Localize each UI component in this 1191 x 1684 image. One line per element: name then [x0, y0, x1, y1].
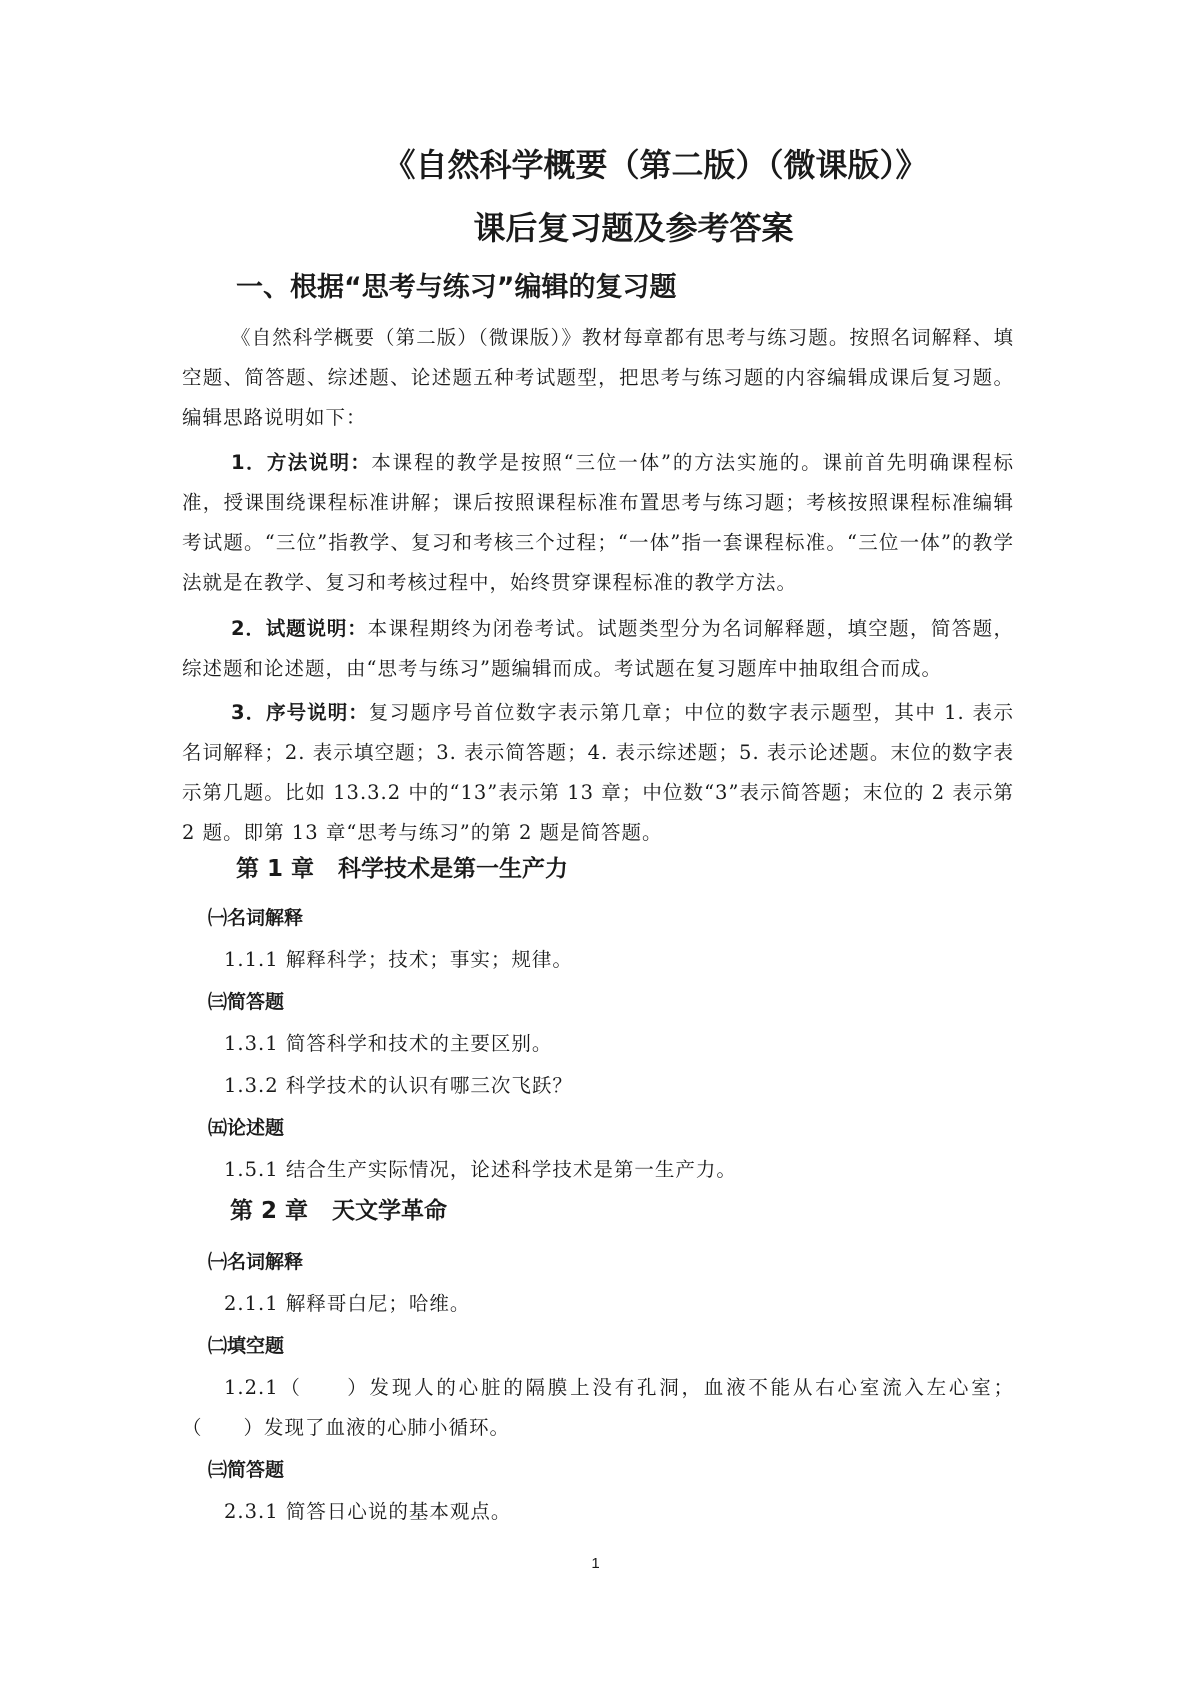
subsection-heading: ㈠名词解释	[208, 907, 304, 929]
intro-paragraph: 《自然科学概要（第二版）（微课版）》教材每章都有思考与练习题。按照名词解释、填空题、简答题、综述题、论述题五种考试题型，把思考与练习题的内容编辑成课后复习题。编辑思路说明如下：	[182, 326, 1014, 429]
section-heading: 一、根据“思考与练习”编辑的复习题	[236, 272, 677, 303]
question-item: 1.1.1 解释科学；技术；事实；规律。	[224, 948, 573, 971]
note-text: 复习题序号首位数字表示第几章；中位的数字表示题型，其中 1. 表示名词解释；2. 表示填空题；3. 表示简答题；4. 表示综述题；5. 表示论述题。末位的数字表示第几题。比如 13.3.2 中的“13”表示第 13 章；中位数“3”表示简答题；末位的 2 表示第 2 题。即第 13 章“思考与练习”的第 2 题是简答题。	[182, 701, 1014, 844]
note-method	[182, 443, 1014, 603]
note-label: 3．序号说明：	[231, 701, 369, 724]
note-label: 2．试题说明：	[231, 617, 368, 640]
chapter-2-heading	[230, 1195, 447, 1227]
page-number: 1	[591, 1555, 600, 1572]
subsection-heading: ㈠名词解释	[208, 1251, 304, 1273]
chapter-number: 第 2 章	[230, 1198, 309, 1224]
question-item: 1.3.1 简答科学和技术的主要区别。	[224, 1032, 553, 1055]
note-label: 1．方法说明：	[231, 451, 372, 474]
chapter-number: 第 1 章	[236, 856, 315, 882]
document-subtitle: 课后复习题及参考答案	[473, 209, 794, 247]
chapter-1-heading	[236, 853, 568, 885]
question-item: 1.2.1（ ）发现人的心脏的隔膜上没有孔洞，血液不能从右心室流入左心室；（ ）发现了血液的心肺小循环。	[182, 1376, 1014, 1439]
subsection-heading: ㈡填空题	[208, 1335, 285, 1357]
subsection-heading: ㈢简答题	[208, 1459, 285, 1481]
subsection-heading: ㈤论述题	[208, 1117, 285, 1139]
subsection-heading: ㈢简答题	[208, 991, 285, 1013]
question-item: 1.5.1 结合生产实际情况，论述科学技术是第一生产力。	[224, 1158, 737, 1181]
chapter-title: 天文学革命	[332, 1198, 448, 1224]
chapter-title: 科学技术是第一生产力	[338, 856, 569, 882]
note-text: 本课程期终为闭卷考试。试题类型分为名词解释题，填空题，简答题，综述题和论述题，由“思考与练习”题编辑而成。考试题在复习题库中抽取组合而成。	[182, 617, 1014, 680]
document-title: 《自然科学概要（第二版）（微课版）》	[383, 146, 928, 184]
note-exam	[182, 609, 1014, 689]
note-text: 本课程的教学是按照“三位一体”的方法实施的。课前首先明确课程标准，授课围绕课程标准讲解；课后按照课程标准布置思考与练习题；考核按照课程标准编辑考试题。“三位”指教学、复习和考核三个过程；“一体”指一套课程标准。“三位一体”的教学法就是在教学、复习和考核过程中，始终贯穿课程标准的教学方法。	[182, 451, 1014, 594]
note-numbering	[182, 693, 1014, 853]
question-item: 2.1.1 解释哥白尼；哈维。	[224, 1292, 471, 1315]
question-item: 2.3.1 简答日心说的基本观点。	[224, 1500, 512, 1523]
question-item: 1.3.2 科学技术的认识有哪三次飞跃？	[224, 1074, 573, 1097]
